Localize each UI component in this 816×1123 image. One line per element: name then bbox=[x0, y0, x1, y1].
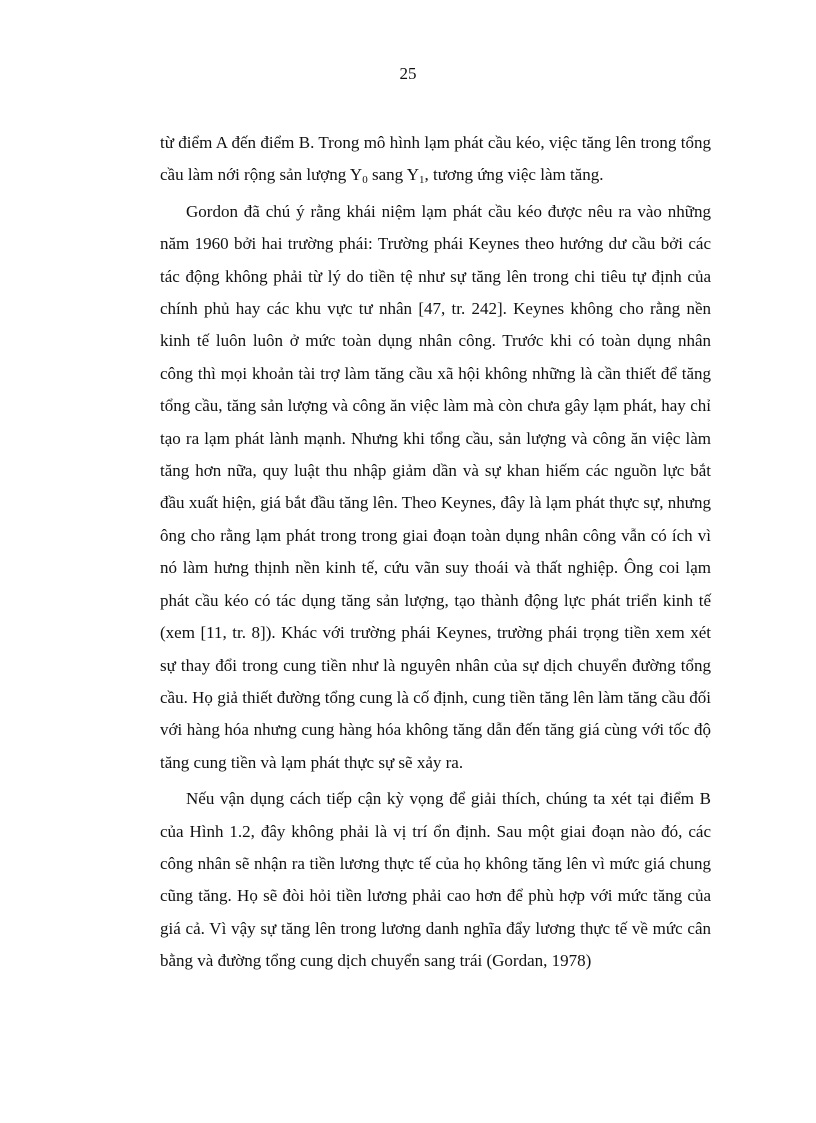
paragraph-1-text: từ điểm A đến điểm B. Trong mô hình lạm phát cầu kéo, việc tăng lên trong tổng cầu làm nới rộng sản lượng Y bbox=[160, 133, 711, 185]
paragraph-1 bbox=[160, 127, 711, 192]
document-body bbox=[160, 127, 711, 982]
paragraph-1-text-end: , tương ứng việc làm tăng. bbox=[424, 165, 604, 185]
subscript-y0: 0 bbox=[362, 174, 368, 187]
page-number: 25 bbox=[399, 64, 417, 83]
paragraph-3: Nếu vận dụng cách tiếp cận kỳ vọng để giải thích, chúng ta xét tại điểm B của Hình 1.2, đây không phải là vị trí ổn định. Sau một giai đoạn nào đó, các công nhân sẽ nhận ra tiền lương thực tế của họ không tăng lên vì mức giá chung cũng tăng. Họ sẽ đòi hỏi tiền lương phải cao hơn để phù hợp với mức tăng của giá cả. Vì vậy sự tăng lên trong lương danh nghĩa đẩy lương thực tế về mức cân bằng và đường tổng cung dịch chuyển sang trái (Gordan, 1978) bbox=[160, 789, 711, 971]
paragraph-2: Gordon đã chú ý rằng khái niệm lạm phát cầu kéo được nêu ra vào những năm 1960 bởi hai trường phái: Trường phái Keynes theo hướng dư cầu bởi các tác động không phải từ lý do tiền tệ như sự tăng lên trong chi tiêu tự định của chính phủ hay các khu vực tư nhân [47, tr. 242]. Keynes không cho rằng nền kinh tế luôn luôn ở mức toàn dụng nhân công. Trước khi có toàn dụng nhân công thì mọi khoản tài trợ làm tăng cầu xã hội không những là cần thiết để tăng tổng cầu, tăng sản lượng và công ăn việc làm mà còn chưa gây lạm phát, hay chỉ tạo ra lạm phát lành mạnh. Nhưng khi tổng cầu, sản lượng và công ăn việc làm tăng hơn nữa, quy luật thu nhập giảm dần và sự khan hiếm các nguồn lực bắt đầu xuất hiện, giá bắt đầu tăng lên. Theo Keynes, đây là lạm phát thực sự, nhưng ông cho rằng lạm phát trong trong giai đoạn toàn dụng nhân công vẫn có ích vì nó làm hưng thịnh nền kinh tế, cứu vãn suy thoái và thất nghiệp. Ông coi lạm phát cầu kéo có tác dụng tăng sản lượng, tạo thành động lực phát triển kinh tế (xem [11, tr. 8]). Khác với trường phái Keynes, trường phái trọng tiền xem xét sự thay đổi trong cung tiền như là nguyên nhân của sự dịch chuyển đường tổng cầu. Họ giả thiết đường tổng cung là cố định, cung tiền tăng lên làm tăng cầu đối với hàng hóa nhưng cung hàng hóa không tăng dẫn đến tăng giá cùng với tốc độ tăng cung tiền và lạm phát thực sự sẽ xảy ra. bbox=[160, 201, 711, 772]
paragraph-1-text-mid: sang Y bbox=[367, 165, 420, 185]
subscript-y1: 1 bbox=[419, 174, 425, 187]
